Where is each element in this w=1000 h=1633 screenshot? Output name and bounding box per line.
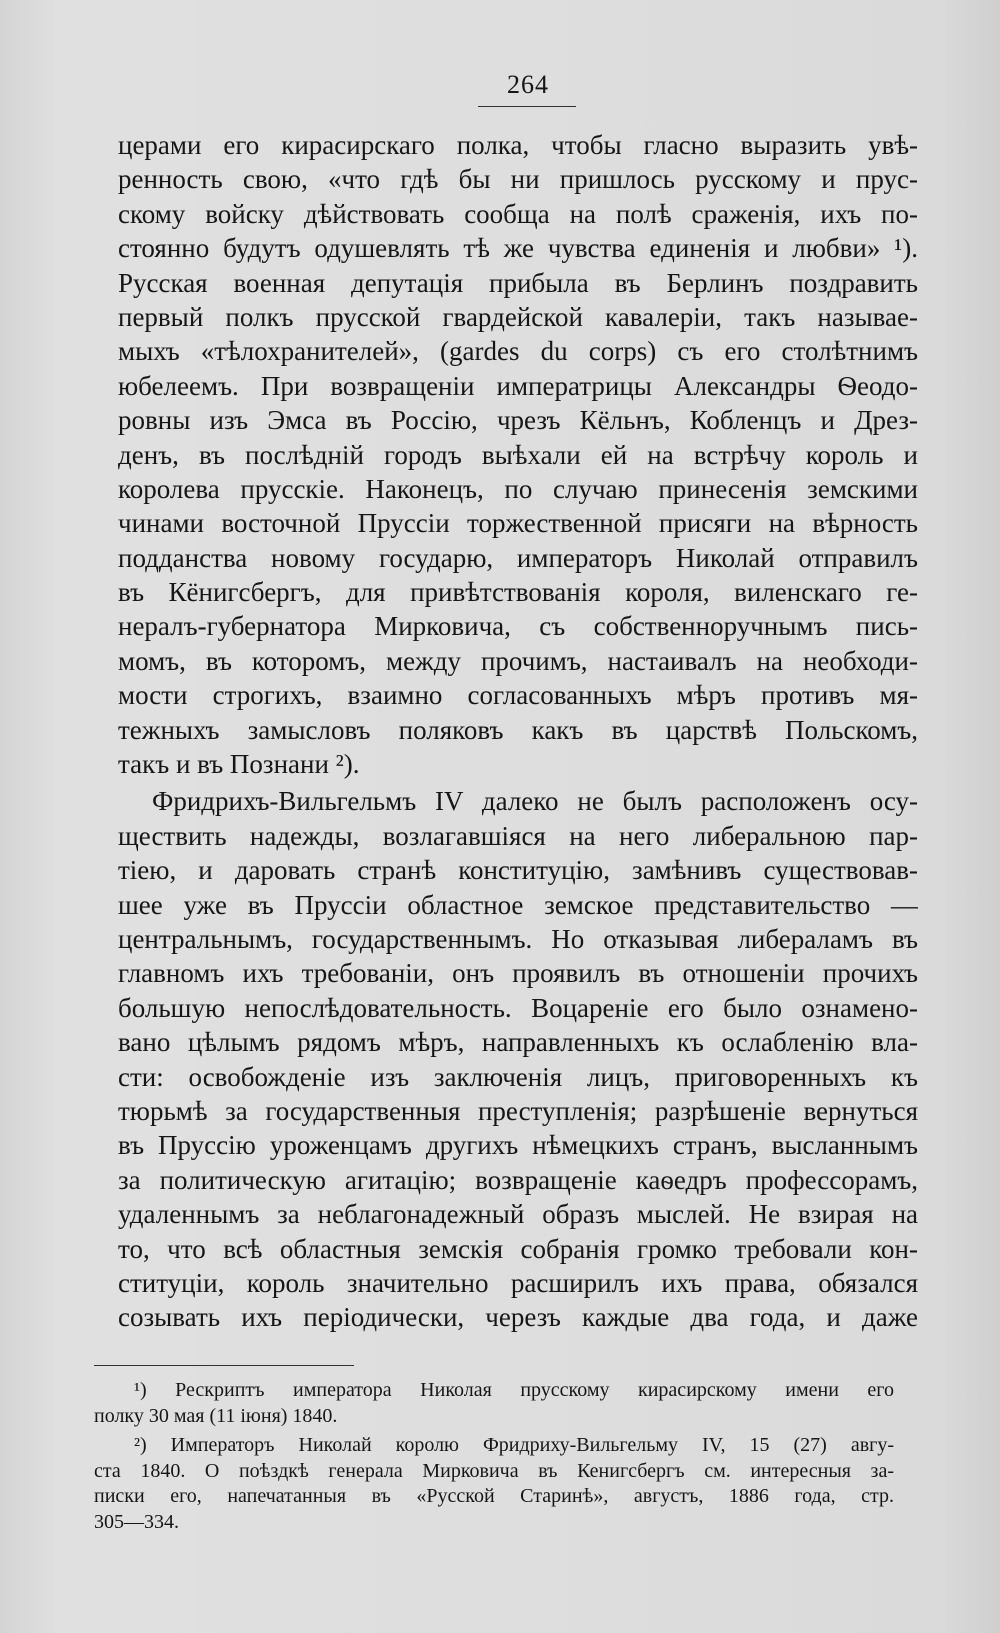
footnote-line: ¹) Рескриптъ императора Николая прусскому кирасирскому имени его [134, 1379, 894, 1401]
text-line: большую непослѣдовательность. Воцареніе его было ознамено- [118, 992, 918, 1023]
text-line: королева прусскіе. Наконецъ, по случаю принесенія земскими [118, 473, 918, 504]
page-number-rule [478, 106, 576, 107]
text-line: въ Пруссію уроженцамъ другихъ нѣмецкихъ странъ, высланнымъ [118, 1130, 918, 1161]
footnote-line: писки его, напечатанныя въ «Русской Старинѣ», августъ, 1886 года, стр. [94, 1485, 894, 1507]
text-line: тежныхъ замысловъ поляковъ какъ въ царствѣ Польскомъ, [118, 714, 918, 745]
text-line: ституціи, король значительно расширилъ ихъ права, обязался [118, 1267, 918, 1298]
text-line: скому войску дѣйствовать сообща на полѣ сраженія, ихъ по- [118, 198, 918, 229]
text-line: юбелеемъ. При возвращеніи императрицы Александры Ѳеодо- [118, 370, 918, 401]
text-line: такъ и въ Познани ²). [118, 749, 360, 780]
text-line: то, что всѣ областныя земскія собранія громко требовали кон- [118, 1233, 918, 1264]
text-line: сти: освобожденіе изъ заключенія лицъ, приговоренныхъ къ [118, 1061, 918, 1092]
text-line: денъ, въ послѣдній городъ выѣхали ей на встрѣчу король и [118, 439, 918, 470]
text-line: Фридрихъ-Вильгельмъ IV далеко не былъ расположенъ осу- [152, 786, 918, 817]
text-line: тіею, и даровать странѣ конституцію, замѣнивъ существовав- [118, 855, 918, 886]
text-line: момъ, въ которомъ, между прочимъ, настаивалъ на необходи- [118, 645, 918, 676]
text-line: церами его кирасирскаго полка, чтобы гласно выразить увѣ- [118, 130, 918, 160]
text-line: ренность свою, «что гдѣ бы ни пришлось русскому и прус- [118, 164, 918, 195]
text-line: мости строгихъ, взаимно согласованныхъ мѣръ противъ мя- [118, 680, 918, 711]
text-line: удаленнымъ за неблагонадежный образъ мыслей. Не взирая на [118, 1199, 918, 1230]
text-line: Русская военная депутація прибыла въ Берлинъ поздравить [118, 267, 918, 298]
text-line: ровны изъ Эмса въ Россію, чрезъ Кёльнъ, Кобленцъ и Дрез- [118, 405, 918, 436]
footnote-line: 305—334. [94, 1510, 179, 1533]
text-line: подданства новому государю, императоръ Николай отправилъ [118, 542, 918, 573]
text-line: центральнымъ, государственнымъ. Но отказывая либераламъ въ [118, 923, 918, 954]
footnote-line: ста 1840. О поѣздкѣ генерала Мирковича въ Кенигсбергъ см. интересныя за- [94, 1459, 894, 1482]
footnote-line: ²) Императоръ Николай королю Фридриху-Вильгельму IV, 15 (27) авгу- [134, 1434, 894, 1456]
footnote [94, 1433, 894, 1535]
text-line: тюрьмѣ за государственныя преступленія; разрѣшеніе вернуться [118, 1095, 918, 1126]
footnote-separator [94, 1365, 354, 1366]
footnotes [94, 1378, 894, 1535]
text-line: шее уже въ Пруссіи областное земское представительство — [118, 889, 918, 920]
text-line: мыхъ «тѣлохранителей», (gardes du corps) съ его столѣтнимъ [118, 336, 918, 367]
paragraph [118, 784, 918, 1334]
text-line: нералъ-губернатора Мирковича, съ собственноручнымъ пись- [118, 611, 918, 642]
paragraph [118, 128, 918, 781]
text-line: въ Кёнигсбергъ, для привѣтствованія короля, виленскаго ге- [118, 577, 918, 608]
text-line: вано цѣлымъ рядомъ мѣръ, направленныхъ къ ослабленію вла- [118, 1027, 918, 1058]
text-line: ществить надежды, возлагавшіяся на него либеральною пар- [118, 820, 918, 851]
text-line: за политическую агитацію; возвращеніе каѳедръ профессорамъ, [118, 1164, 918, 1195]
text-line: созывать ихъ періодически, черезъ каждые два года, и даже [118, 1302, 918, 1333]
page-number: 264 [507, 70, 549, 99]
text-line: первый полкъ прусской гвардейской кавалеріи, такъ называе- [118, 301, 918, 332]
footnote-line: полку 30 мая (11 іюня) 1840. [94, 1404, 338, 1427]
footnote [94, 1378, 894, 1429]
text-line: стоянно будутъ одушевлять тѣ же чувства единенія и любви» ¹). [118, 233, 918, 264]
body-text [118, 128, 918, 1335]
text-line: чинами восточной Пруссіи торжественной присяги на вѣрность [118, 508, 918, 539]
text-line: главномъ ихъ требованіи, онъ проявилъ въ отношеніи прочихъ [118, 958, 918, 989]
